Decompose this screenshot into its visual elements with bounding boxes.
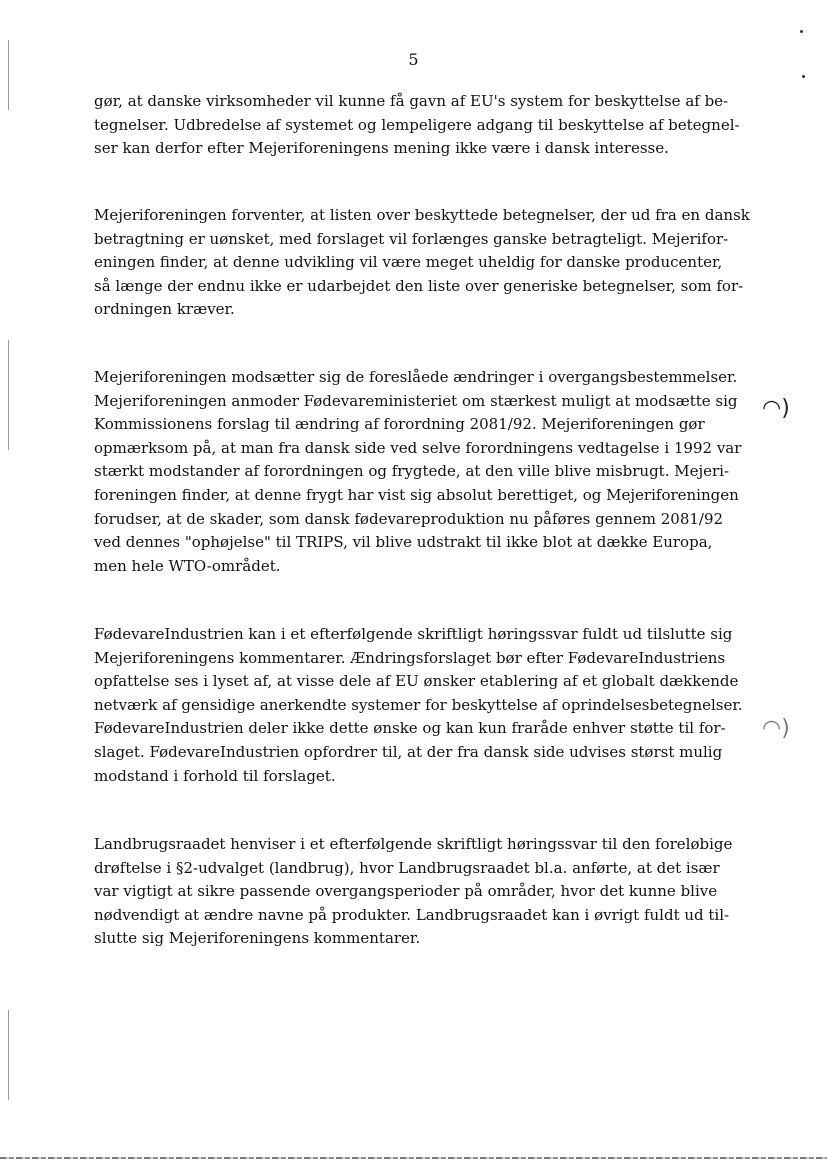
page-number: 5 xyxy=(408,50,419,69)
punch-hole-mark: ◠) xyxy=(762,396,790,421)
text-line: FødevareIndustrien kan i et efterfølgende skriftligt høringssvar fuldt ud tilslutte sig xyxy=(94,625,733,643)
text-line: FødevareIndustrien deler ikke dette ønske og kan kun fraråde enhver støtte til for- xyxy=(94,719,726,738)
scan-edge-line xyxy=(8,1010,9,1100)
text-line: var vigtigt at sikre passende overgangsperioder på områder, hvor det kunne blive xyxy=(94,882,718,901)
text-line: ser kan derfor efter Mejeriforeningens mening ikke være i dansk interesse. xyxy=(94,139,669,158)
text-line: drøftelse i §2-udvalget (landbrug), hvor Landbrugsraadet bl.a. anførte, at det især xyxy=(94,858,720,877)
text-line: eningen finder, at denne udvikling vil være meget uheldig for danske producenter, xyxy=(94,253,723,272)
text-line: Kommissionens forslag til ændring af forordning 2081/92. Mejeriforeningen gør xyxy=(94,415,705,434)
text-line: nødvendigt at ændre navne på produkter. Landbrugsraadet kan i øvrigt fuldt ud til- xyxy=(94,905,730,924)
scan-edge-line xyxy=(8,340,9,450)
text-line: netværk af gensidige anerkendte systemer for beskyttelse af oprindelsesbetegnelser. xyxy=(94,695,743,714)
text-line: betragtning er uønsket, med forslaget vil forlænges ganske betragteligt. Mejerifor- xyxy=(94,229,729,248)
text-line: så længe der endnu ikke er udarbejdet den liste over generiske betegnelser, som for- xyxy=(94,276,744,295)
text-line: slaget. FødevareIndustrien opfordrer til, at der fra dansk side udvises størst mulig xyxy=(94,742,723,761)
text-line: Mejeriforeningen forventer, at listen over beskyttede betegnelser, der ud fra en dansk xyxy=(94,206,750,224)
paragraph-interest xyxy=(94,90,740,161)
paragraph-landbrugsraadet xyxy=(94,833,734,951)
text-line: Mejeriforeningens kommentarer. Ændringsforslaget bør efter FødevareIndustriens xyxy=(94,648,726,667)
text-line: ved dennes "ophøjelse" til TRIPS, vil blive udstrakt til ikke blot at dække Europa, xyxy=(94,533,713,552)
text-line: opfattelse ses i lyset af, at visse dele af EU ønsker etablering af et globalt dækkende xyxy=(94,672,739,691)
paragraph-transitional-provisions xyxy=(94,366,742,578)
text-line: forudser, at de skader, som dansk fødevareproduktion nu påføres gennem 2081/92 xyxy=(94,509,724,528)
scan-bottom-edge xyxy=(0,1157,827,1159)
paragraph-protected-names-list xyxy=(94,204,750,322)
text-line: Mejeriforeningen anmoder Fødevareministeriet om stærkest muligt at modsætte sig xyxy=(94,391,738,410)
text-line: slutte sig Mejeriforeningens kommentarer. xyxy=(94,929,421,948)
text-line: foreningen finder, at denne frygt har vist sig absolut berettiget, og Mejeriforeningen xyxy=(94,485,739,504)
paragraph-foedevareindustrien xyxy=(94,623,743,788)
text-line: Mejeriforeningen modsætter sig de foreslåede ændringer i overgangsbestemmelser. xyxy=(94,368,738,386)
text-line: opmærksom på, at man fra dansk side ved selve forordningens vedtagelse i 1992 var xyxy=(94,438,742,457)
text-line: gør, at danske virksomheder vil kunne få gavn af EU's system for beskyttelse af be- xyxy=(94,92,729,110)
text-line: men hele WTO-området. xyxy=(94,556,281,575)
text-line: modstand i forhold til forslaget. xyxy=(94,766,336,785)
punch-hole-mark: ◠) xyxy=(762,716,790,741)
text-line: Landbrugsraadet henviser i et efterfølgende skriftligt høringssvar til den foreløbige xyxy=(94,835,733,853)
text-line: ordningen kræver. xyxy=(94,300,235,319)
scan-speck xyxy=(802,75,805,78)
text-line: stærkt modstander af forordningen og frygtede, at den ville blive misbrugt. Mejeri- xyxy=(94,462,730,481)
scan-speck xyxy=(800,30,803,33)
text-line: tegnelser. Udbredelse af systemet og lempeligere adgang til beskyttelse af betegnel- xyxy=(94,115,740,134)
